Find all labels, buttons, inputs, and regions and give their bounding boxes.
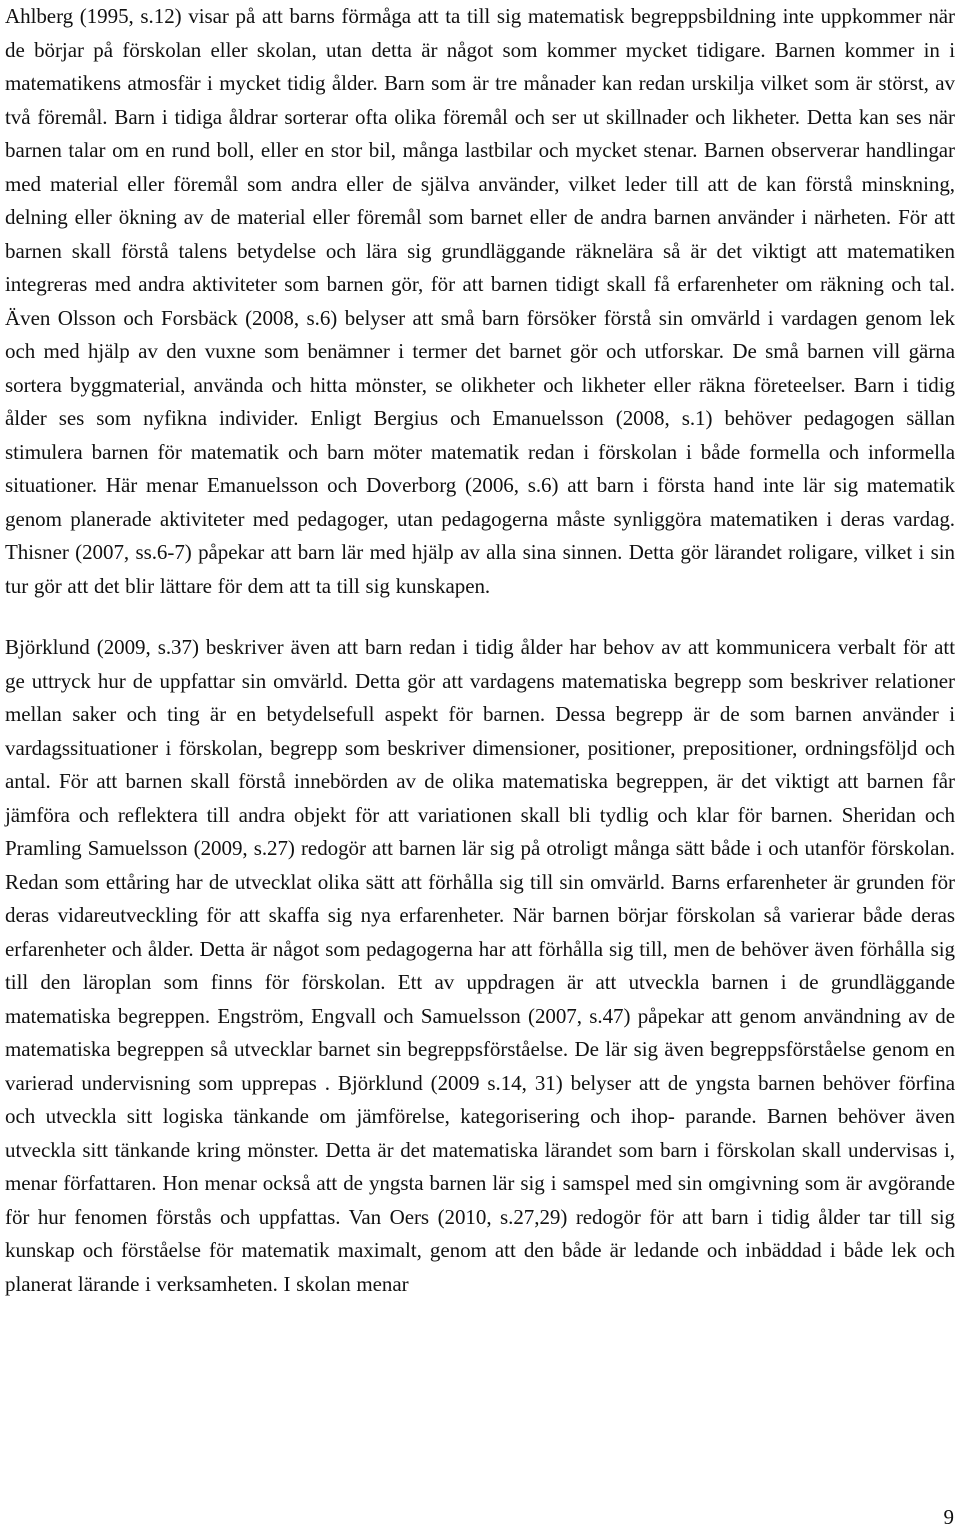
page-number: 9 <box>943 1505 954 1529</box>
document-page <box>5 0 955 1301</box>
body-paragraph-2: Björklund (2009, s.37) beskriver även att barn redan i tidig ålder har behov av att kommunicera verbalt för att ge uttryck hur de uppfattar sin omvärld. Detta gör att vardagens matematiska begrepp som beskriver relationer mellan saker och ting är en betydelsefull aspekt för barnen. Dessa begrepp är de som barnen använder i vardagssituationer i förskolan, begrepp som beskriver dimensioner, positioner, prepositioner, ordningsföljd och antal. För att barnen skall förstå innebörden av de olika matematiska begreppen, är det viktigt att barnen får jämföra och reflektera till andra objekt för att variationen skall bli tydlig och klar för barnen. Sheridan och Pramling Samuelsson (2009, s.27) redogör att barnen lär sig på otroligt många sätt både i och utanför förskolan. Redan som ettåring har de utvecklat olika sätt att förhålla sig till sin omvärld. Barns erfarenheter är grunden för deras vidareutveckling för att skaffa sig nya erfarenheter. När barnen börjar förskolan så varierar både deras erfarenheter och ålder. Detta är något som pedagogerna har att förhålla sig till, men de behöver även förhålla sig till den läroplan som finns för förskolan. Ett av uppdragen är att utveckla barnen i de grundläggande matematiska begreppen. Engström, Engvall och Samuelsson (2007, s.47) påpekar att genom användning av de matematiska begreppen så utvecklar barnet sin begreppsförståelse. De lär sig även begreppsförståelse genom en varierad undervisning som upprepas . Björklund (2009 s.14, 31) belyser att de yngsta barnen behöver förfina och utveckla sitt logiska tänkande om jämförelse, kategorisering och ihop- parande. Barnen behöver även utveckla sitt tänkande kring mönster. Detta är det matematiska lärandet som barn i förskolan skall undervisas i, menar författaren. Hon menar också att de yngsta barnen lär sig i samspel med sin omgivning som är avgörande för hur fenomen förstås och uppfattas. Van Oers (2010, s.27,29) redogör för att barn i tidig ålder tar till sig kunskap och förståelse för matematik maximalt, genom att den både är ledande och inbäddad i både lek och planerat lärande i verksamheten. I skolan menar <box>5 635 955 1296</box>
body-paragraph-1: Ahlberg (1995, s.12) visar på att barns förmåga att ta till sig matematisk begreppsbildning inte uppkommer när de börjar på förskolan eller skolan, utan detta är något som kommer mycket tidigare. Barnen kommer in i matematikens atmosfär i mycket tidig ålder. Barn som är tre månader kan redan urskilja vilket som är störst, av två föremål. Barn i tidiga åldrar sorterar ofta olika föremål och ser ut skillnader och likheter. Detta kan ses när barnen talar om en rund boll, eller en stor bil, många lastbilar och mycket stenar. Barnen observerar handlingar med material eller föremål som andra eller de själva använder, vilket leder till att de kan förstå minskning, delning eller ökning av de material eller föremål som barnet eller de andra barnen använder i närheten. För att barnen skall förstå talens betydelse och lära sig grundläggande räknelära så är det viktigt att matematiken integreras med andra aktiviteter som barnen gör, för att barnen tidigt skall få erfarenheter om räkning och tal. Även Olsson och Forsbäck (2008, s.6) belyser att små barn försöker förstå sin omvärld i vardagen genom lek och med hjälp av den vuxne som benämner i termer det barnet gör och utforskar. De små barnen vill gärna sortera byggmaterial, använda och hitta mönster, se olikheter och likheter eller räkna företeelser. Barn i tidig ålder ses som nyfikna individer. Enligt Bergius och Emanuelsson (2008, s.1) behöver pedagogen sällan stimulera barnen för matematik och barn möter matematik redan i förskolan i både formella och informella situationer. Här menar Emanuelsson och Doverborg (2006, s.6) att barn i första hand inte lär sig matematik genom planerade aktiviteter med pedagoger, utan pedagogerna måste synliggöra matematiken i deras vardag. Thisner (2007, ss.6-7) påpekar att barn lär med hjälp av alla sina sinnen. Detta gör lärandet roligare, vilket i sin tur gör att det blir lättare för dem att ta till sig kunskapen. <box>5 4 955 598</box>
